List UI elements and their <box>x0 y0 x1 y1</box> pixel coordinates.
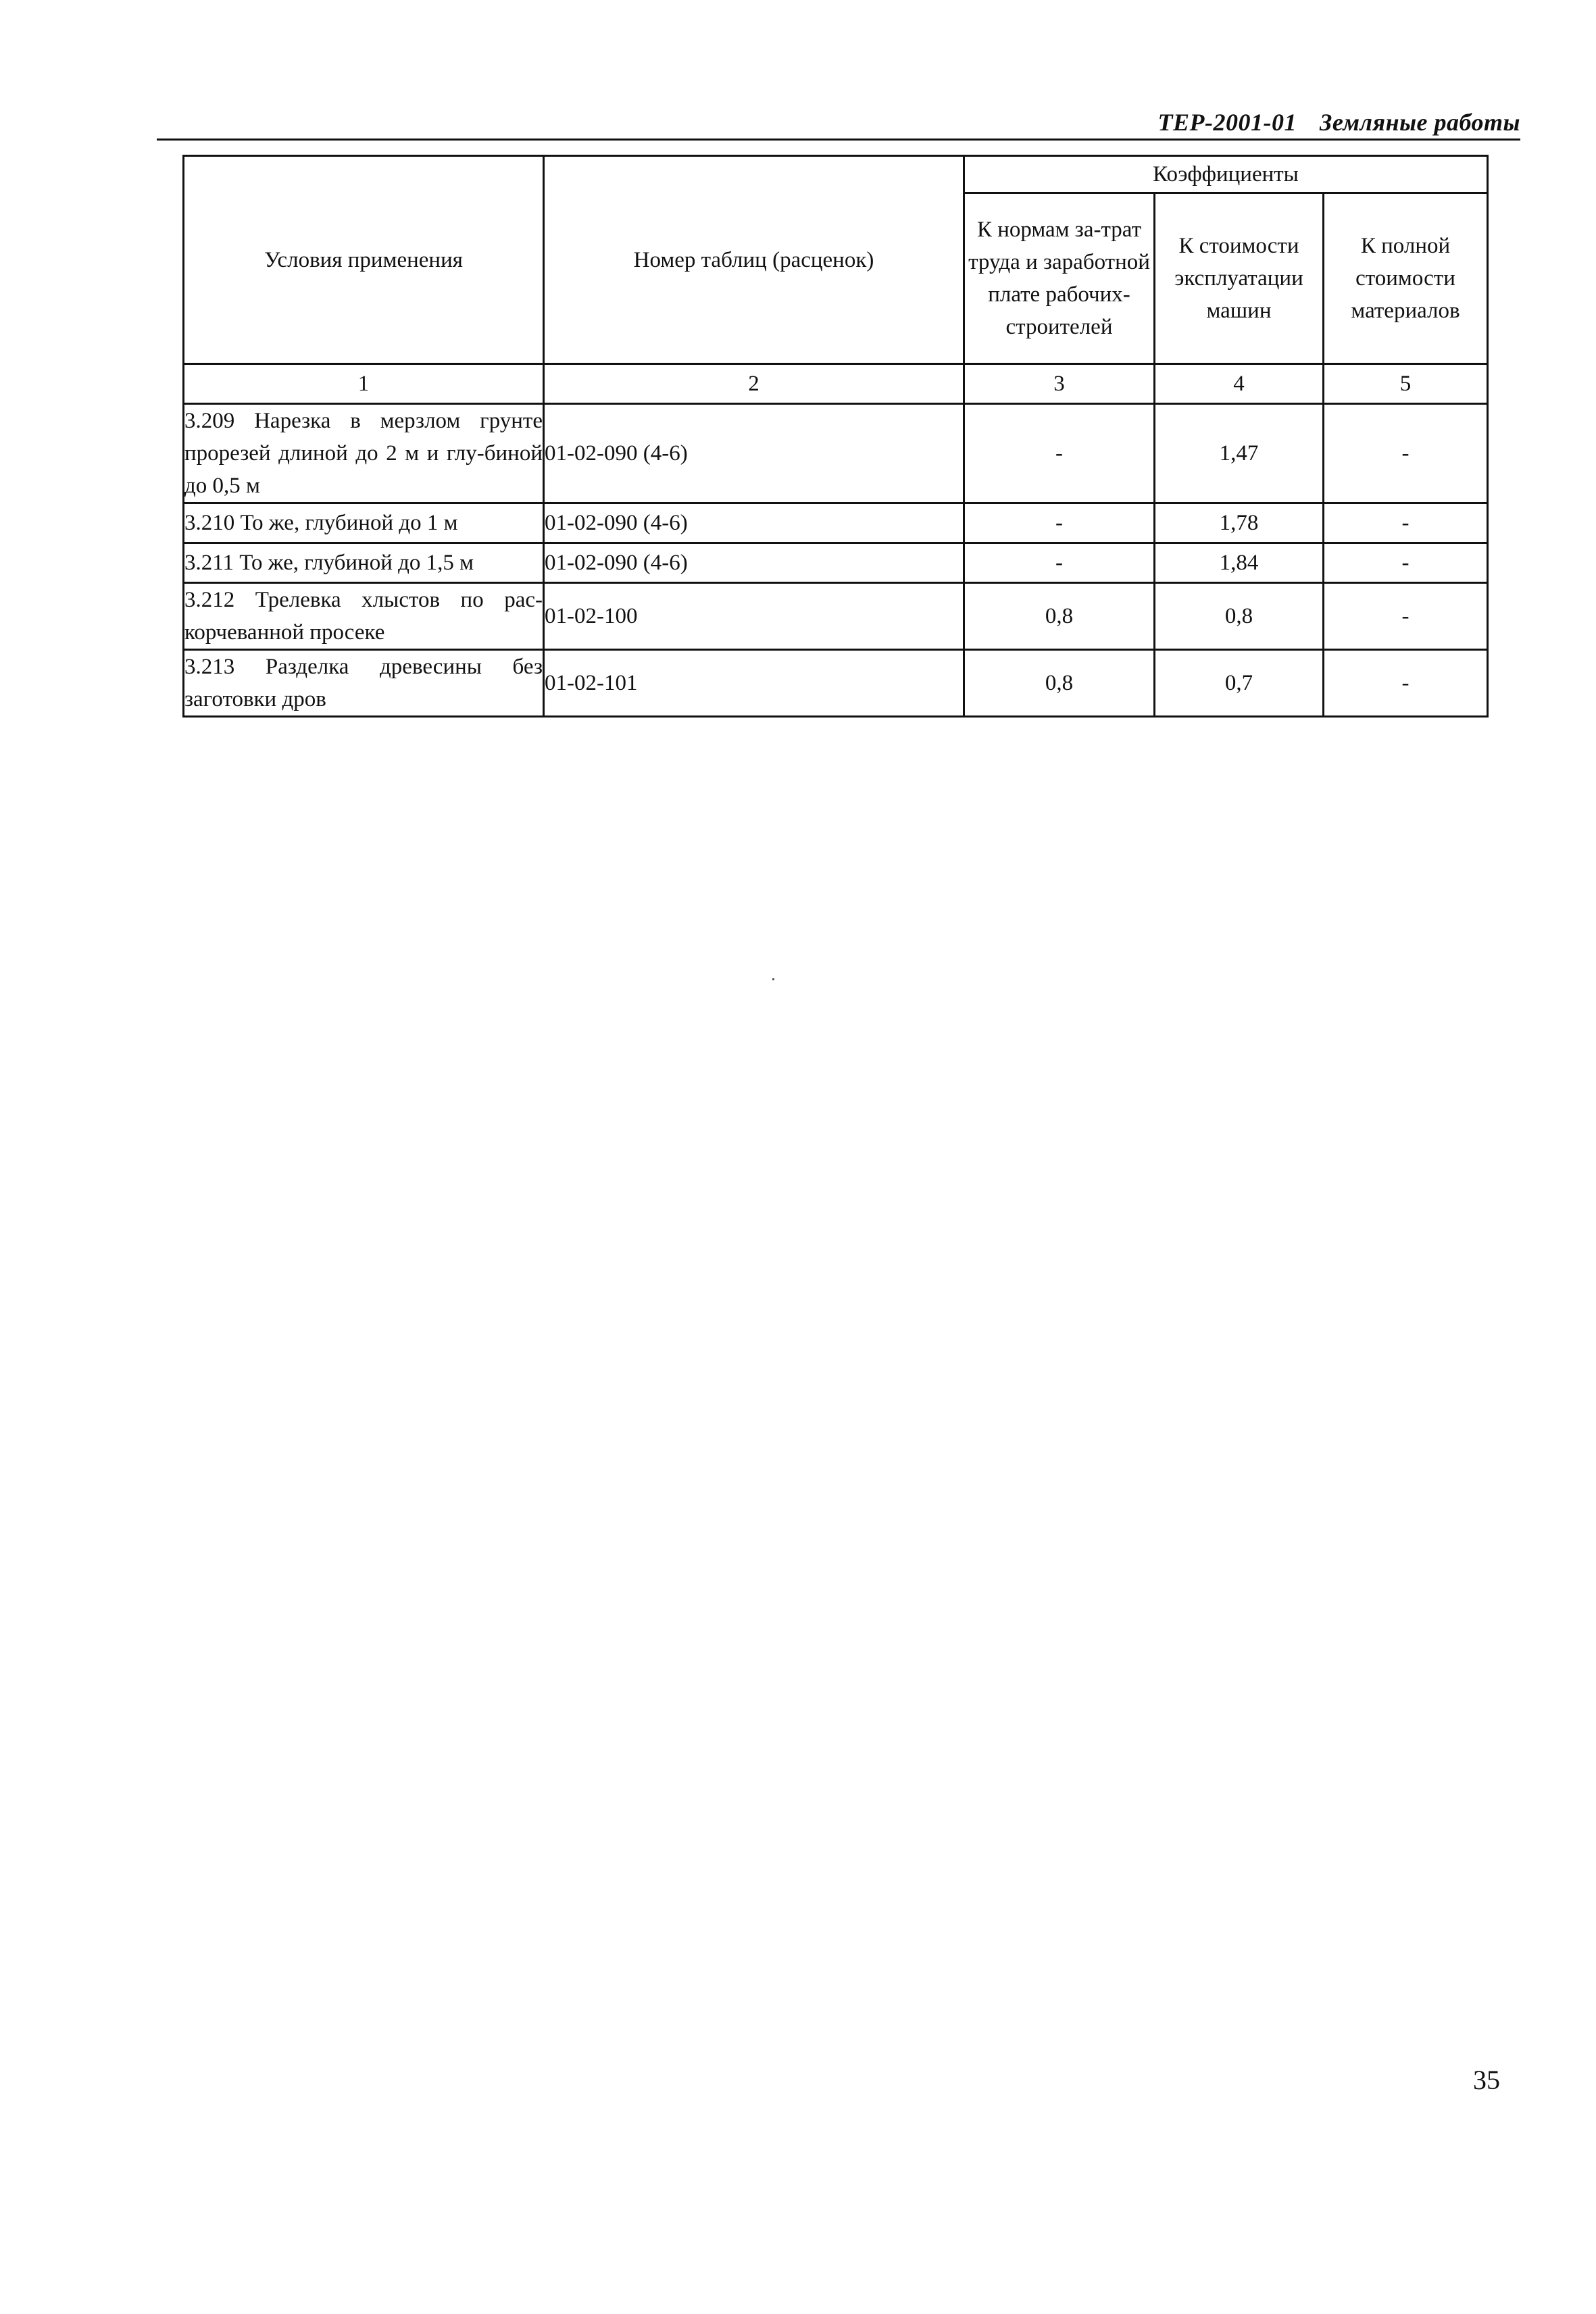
table-number-cell: 01-02-100 <box>544 583 964 650</box>
column-number: 5 <box>1324 364 1488 404</box>
page-number: 35 <box>1473 2065 1500 2095</box>
coefficients-table <box>182 155 1489 718</box>
materials-coefficient: - <box>1324 650 1488 717</box>
header-labor: К нормам за-трат труда и заработной плате рабочих-строителей <box>964 193 1155 364</box>
machines-coefficient: 1,47 <box>1155 404 1324 503</box>
condition-cell: 3.211 То же, глубиной до 1,5 м <box>184 543 544 583</box>
column-number: 1 <box>184 364 544 404</box>
column-number: 2 <box>544 364 964 404</box>
table-number-cell: 01-02-090 (4-6) <box>544 543 964 583</box>
materials-coefficient: - <box>1324 583 1488 650</box>
table-number-cell: 01-02-101 <box>544 650 964 717</box>
table-row <box>184 543 1488 583</box>
materials-coefficient: - <box>1324 503 1488 543</box>
labor-coefficient: 0,8 <box>964 583 1155 650</box>
header-materials: К полной стоимости материалов <box>1324 193 1488 364</box>
running-head <box>1158 108 1520 136</box>
document-code: ТЕР-2001-01 <box>1157 109 1297 136</box>
labor-coefficient: - <box>964 404 1155 503</box>
header-rule <box>157 139 1520 141</box>
materials-coefficient: - <box>1324 404 1488 503</box>
labor-coefficient: - <box>964 503 1155 543</box>
machines-coefficient: 0,7 <box>1155 650 1324 717</box>
header-conditions: Условия применения <box>184 156 544 364</box>
scan-speck <box>772 978 774 980</box>
materials-coefficient: - <box>1324 543 1488 583</box>
column-number: 3 <box>964 364 1155 404</box>
condition-cell: 3.209 Нарезка в мерзлом грунте прорезей длиной до 2 м и глу-биной до 0,5 м <box>184 404 544 503</box>
condition-cell: 3.213 Разделка древесины без заготовки дров <box>184 650 544 717</box>
header-table-number: Номер таблиц (расценок) <box>544 156 964 364</box>
column-number: 4 <box>1155 364 1324 404</box>
header-coefficients: Коэффициенты <box>964 156 1488 193</box>
labor-coefficient: - <box>964 543 1155 583</box>
table-number-cell: 01-02-090 (4-6) <box>544 404 964 503</box>
table-row <box>184 650 1488 717</box>
condition-cell: 3.210 То же, глубиной до 1 м <box>184 503 544 543</box>
machines-coefficient: 1,84 <box>1155 543 1324 583</box>
section-title: Земляные работы <box>1320 109 1520 136</box>
table-row <box>184 503 1488 543</box>
machines-coefficient: 0,8 <box>1155 583 1324 650</box>
table-row <box>184 404 1488 503</box>
table-number-cell: 01-02-090 (4-6) <box>544 503 964 543</box>
header-machines: К стоимости эксплуатации машин <box>1155 193 1324 364</box>
labor-coefficient: 0,8 <box>964 650 1155 717</box>
condition-cell: 3.212 Трелевка хлыстов по рас-корчеванной просеке <box>184 583 544 650</box>
table-row <box>184 583 1488 650</box>
column-number-row <box>184 364 1488 404</box>
machines-coefficient: 1,78 <box>1155 503 1324 543</box>
